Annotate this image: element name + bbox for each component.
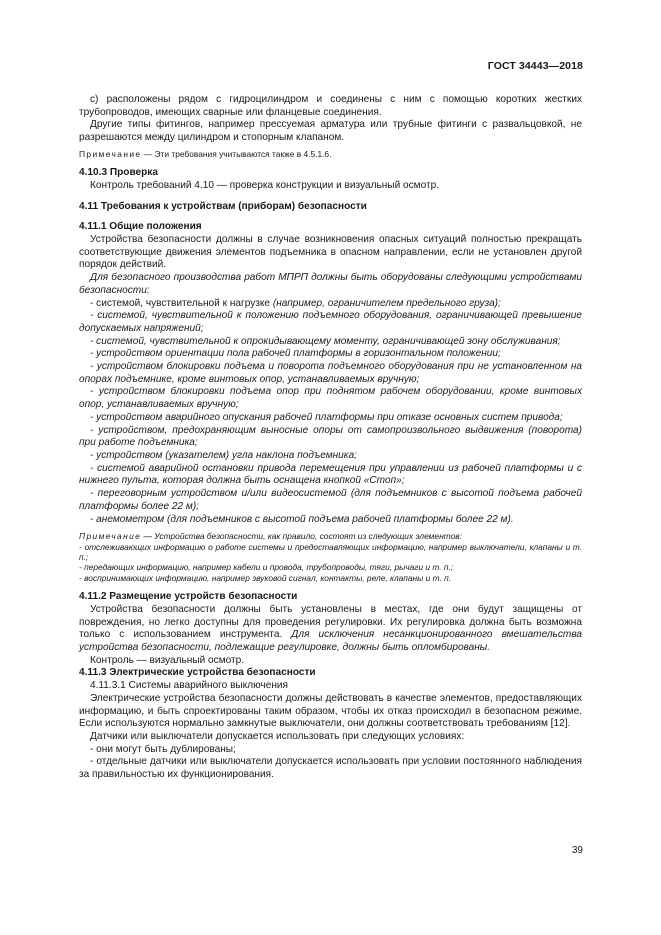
heading-4-11: 4.11 Требования к устройствам (приборам) безопасности: [79, 200, 367, 212]
list-item-italic-text: (например, ограничителем предельного груза);: [272, 297, 501, 309]
heading-4-11-3-1: 4.11.3.1 Системы аварийного выключения: [90, 680, 289, 692]
heading-4-10-3: 4.10.3 Проверка: [79, 167, 158, 179]
page-number: 39: [571, 845, 583, 856]
list-item: [79, 298, 582, 311]
list-item: - системой, чувствительной к положению подъемного оборудования, ограничивающей превышение допускаемых напряжений;: [79, 310, 582, 334]
list-item: - устройством блокировки подъема опор при поднятом рабочем оборудовании, кроме винтовых опор, устанавливаемых вручную;: [79, 386, 582, 411]
heading-4-11-2: 4.11.2 Размещение устройств безопасности: [79, 591, 298, 603]
page-body: [79, 94, 582, 782]
note-1-prefix: Примечание: [79, 148, 142, 159]
paragraph-4-11-3-1-b: Датчики или выключатели допускается использовать при следующих условиях:: [90, 730, 465, 742]
note-2-list-item: - передающих информацию, например кабели и провода, трубопроводы, тяги, рычаги и т. п.;: [79, 562, 454, 573]
paragraph-4-11-2-text: Устройства безопасности должны быть установлены в местах, где они будут защищены от повреждения, но легко доступны для проведения регулировки. Их регулировка должна быть возможна только с использованием инструмента.: [79, 603, 582, 641]
paragraph-4-11-1-a: Устройства безопасности должны в случае возникновения опасных ситуаций полностью прекращать соответствующие движения элементов подъемника в опасном направлении, если не установлен другой порядок действий.: [79, 234, 582, 271]
list-item: - анемометром (для подъемников с высотой подъема рабочей платформы более 22 м).: [90, 513, 514, 525]
note-1: [79, 149, 582, 159]
list-item: - они могут быть дублированы;: [90, 743, 236, 755]
list-item: - устройством блокировки подъема и поворота подъемного оборудования при не установленном на опорах подъемнике, кроме винтовых опор, устанавливаемых вручную;: [79, 361, 582, 385]
note-1-text: — Эти требования учитываются также в 4.5.1.6.: [141, 148, 332, 159]
note-2-list-item: - воспринимающих информацию, например звуковой сигнал, контакты, реле, клапаны и т. п.: [79, 572, 452, 583]
paragraph-4-11-2: [79, 604, 582, 655]
paragraph-4-11-1-b: Для безопасного производства работ МПРП должны быть оборудованы следующими устройствами безопасности:: [79, 272, 582, 296]
list-item-text: - системой, чувствительной к нагрузке: [90, 297, 273, 309]
list-item: - устройством аварийного опускания рабочей платформы при отказе основных систем привода;: [90, 411, 563, 423]
note-2-text: — Устройства безопасности, как правило, состоят из следующих элементов:: [141, 531, 462, 542]
paragraph-4-11-2-control: Контроль — визуальный осмотр.: [90, 654, 245, 666]
list-item: - отдельные датчики или выключатели допускается использовать при условии постоянного наблюдения за правильностью их функционирования.: [79, 756, 582, 781]
note-2-list-item: - отслеживающих информацию о работе системы и предоставляющих информацию, например выключатели, клапаны и т. п.;: [79, 541, 582, 563]
list-item: - устройством, предохраняющим выносные опоры от самопроизвольного выдвижения (поворота) при работе подъемника;: [79, 424, 582, 449]
heading-4-11-1: 4.11.1 Общие положения: [79, 221, 202, 233]
list-item: - системой, чувствительной к опрокидывающему моменту, ограничивающей зону обслуживания;: [90, 335, 561, 347]
note-2-prefix: Примечание: [79, 531, 142, 542]
heading-4-11-3: 4.11.3 Электрические устройства безопасности: [79, 667, 316, 679]
note-2: [79, 531, 582, 583]
paragraph-4-11-3-1-a: Электрические устройства безопасности должны действовать в качестве элементов, предоставляющих информацию, и быть спроектированы таким образом, чтобы их отказ происходил в безопасном режиме. Если используются нормально замкнутые выключатели, они должны соответствовать требованиям [12].: [79, 692, 582, 730]
paragraph-4-10-3: Контроль требований 4.10 — проверка конструкции и визуальный осмотр.: [90, 179, 440, 191]
paragraph-other-fittings: Другие типы фитингов, например прессуемая арматура или трубные фитинги с развальцовкой, не разрешаются между цилиндром и стопорным клапаном.: [79, 119, 582, 144]
note-2-intro: [79, 531, 582, 541]
list-item: - устройством (указателем) угла наклона подъемника;: [90, 449, 357, 461]
paragraph-item-c: с) расположены рядом с гидроцилиндром и соединены с ним с помощью коротких жестких трубопроводов, имеющих сварные или фланцевые соединения.: [79, 94, 582, 118]
standard-designation: ГОСТ 34443—2018: [487, 60, 583, 72]
list-item: - переговорным устройством и/или видеосистемой (для подъемников с высотой подъема рабочей платформы более 22 м);: [79, 488, 582, 512]
paragraph-4-11-2-italic: Для исключения несанкционированного вмешательства устройства безопасности, подлежащие регулировке, должны быть опломбированы.: [79, 629, 582, 654]
list-item: - устройством ориентации пола рабочей платформы в горизонтальном положении;: [90, 348, 501, 360]
list-item: - системой аварийной остановки привода перемещения при управлении из рабочей платформы и с нижнего пульта, которая должна быть оснащена кнопкой «Стоп»;: [79, 462, 582, 487]
